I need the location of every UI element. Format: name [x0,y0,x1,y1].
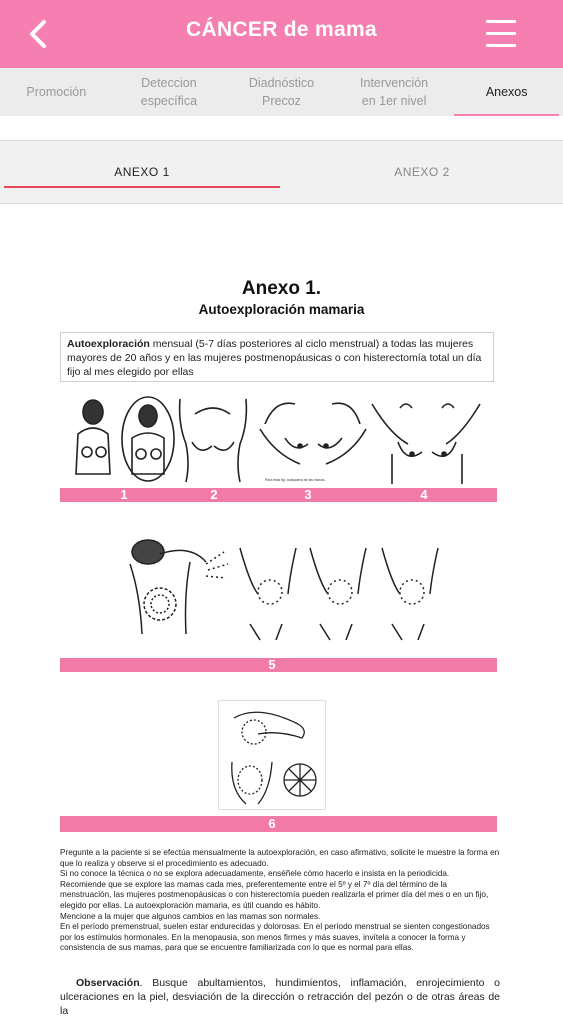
active-tab-underline [4,186,280,188]
app-bar [0,0,563,68]
step-label-4: 4 [420,487,428,502]
page-title: CÁNCER de mama [186,18,377,41]
info-box [60,332,494,382]
info-box-text: mensual (5-7 días posteriores al ciclo menstrual) a todas las mujeres mayores de 20 años y en las mujeres postmenopáusicas o con histerectomía total un día fijo al mes elegido por ellas [67,338,482,378]
tab-promocion[interactable]: Promoción [26,85,87,99]
self-exam-figures-row-2 [120,534,450,644]
step-label-2: 2 [210,487,218,502]
observation-label: Observación [76,977,140,989]
step-label-3: 3 [304,487,312,502]
step-label-1: 1 [120,487,128,502]
info-box-bold: Autoexploración [67,338,150,350]
step-bar-1-4 [60,488,497,502]
self-exam-figures-row-1 [60,394,497,486]
section-tabs [0,68,563,117]
tab-anexo-1-label: ANEXO 1 [114,165,170,179]
document-title: Anexo 1. [241,278,322,299]
observation-paragraph [60,976,500,1018]
tab-anexo-1[interactable] [4,141,280,203]
instructions-text: Pregunte a la paciente si se efectúa mensualmente la autoexploración, en caso afirmativo, solicite le muestre la forma en que lo realiza y observe si el procedimiento es adecuado. Si no conoce la técnica o no se explora adecuadamente, enséñele cómo hacerlo e insista en la periodicida. Recomiende que se explore las mamas cada mes, preferentemente entre el 5º y el 7º día del término de la menstruación, las mujeres postmenopáusicas o con histerectomía pueden realizarla el primer día del mes o en un fijo, elegido por ellas. La autoexploración mamaria, es útil cuando es hábito. Mencione a la mujer que algunos cambios en las mamas son normales. En el período premenstrual, suelen estar endurecidas y dolorosas. En el período menstrual se sienten congestionados por los estímulos hormonales. En la menopausia, son menos firmes y más suaves, invítela a conocer la forma y consistencia de sus mamas, para que se encuentre familiarizada con lo que es normal para ellas. [60,848,500,953]
observation-text: . Busque abultamientos, hundimientos, inflamación, enrojecimiento o ulceraciones en la piel, desviación de la dirección o retracción del pezón o de otras áreas de la [60,977,500,1017]
tab-intervencion-1er-nivel[interactable]: Intervención en 1er nivel [360,76,429,108]
spacer [0,116,563,140]
step-label-5: 5 [268,657,276,672]
step-label-6: 6 [268,816,276,831]
step-bar-5 [60,658,497,672]
tab-anexos[interactable]: Anexos [450,68,563,116]
document-subtitle: Autoexploración mamaria [198,302,365,317]
hamburger-icon[interactable] [480,18,522,50]
fig-3-caption: Para esta fig. cualquiera de las manos. [265,478,326,482]
step-bar-6 [60,816,497,832]
self-exam-figure-6 [218,700,326,810]
tab-diagnostico-precoz[interactable]: Diadnóstico Precoz [248,76,315,108]
tab-anexo-2[interactable] [284,141,560,203]
annex-tabs [0,140,563,204]
tab-anexo-2-label: ANEXO 2 [394,165,450,179]
tab-deteccion-especifica[interactable]: Deteccion específica [140,76,198,108]
